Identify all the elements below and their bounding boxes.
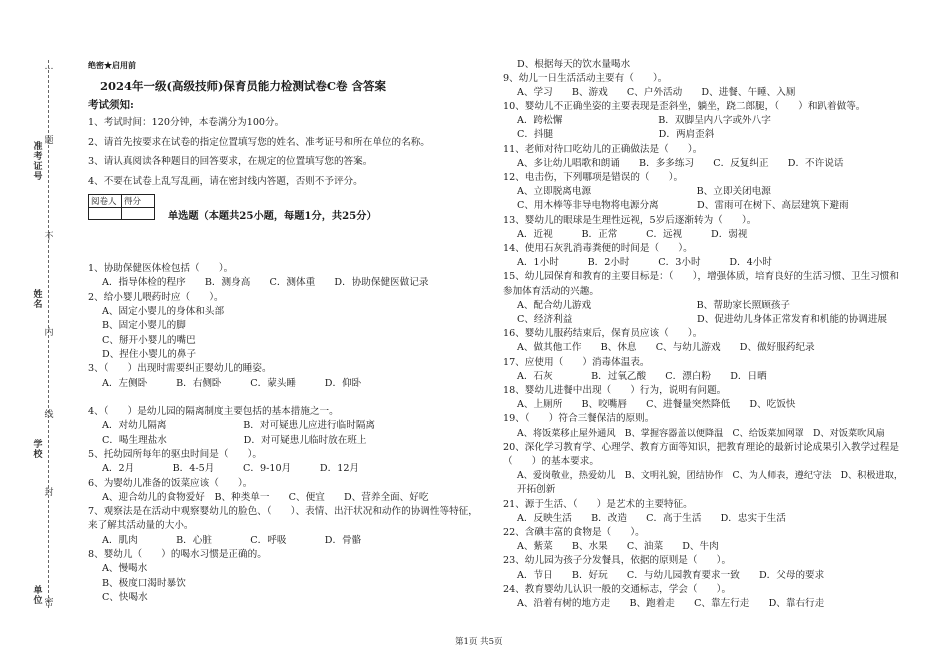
question-line: （ ）的基本要求。: [503, 456, 599, 467]
notice-item: 1、考试时间：120分钟，本卷满分为100分。: [88, 117, 285, 128]
question-line: 18、婴幼儿进餐中出现（ ）行为，说明有问题。: [503, 385, 727, 396]
question-line: 16、婴幼儿服药结束后，保育员应该（ ）。: [503, 328, 703, 339]
question-line: 15、幼儿园保育和教育的主要目标是：（ ），增强体质，培育良好的生活习惯、卫生习惯和: [503, 271, 899, 282]
question-line: 19、（ ）符合三餐保洁的原则。: [503, 413, 655, 424]
seal-mark: 封: [44, 488, 54, 498]
question-line: 4、（ ）是幼儿园的隔离制度主要包括的基本措施之一。: [88, 406, 339, 417]
option-line: C、经济利益 D、促进幼儿身体正常发育和机能的协调进展: [517, 314, 887, 325]
question-line: 11、老师对待口吃幼儿的正确做法是（ ）。: [503, 144, 703, 155]
option-line: A、固定小婴儿的身体和头部: [102, 306, 225, 317]
seal-mark: 内: [44, 328, 54, 338]
question-line: 22、含碘丰富的食物是（ ）。: [503, 527, 645, 538]
option-line: A、将饭菜移止屋外通风 B、掌握容器盖以便降温 C、给饭菜加网罩 D、对饭菜吹风扇: [517, 428, 885, 439]
question-line: 23、幼儿园为孩子分发餐具，依据的原则是（ ）。: [503, 555, 732, 566]
option-line: A、做其他工作 B、休息 C、与幼儿游戏 D、做好服药纪录: [517, 342, 815, 353]
notice-item: 4、不要在试卷上乱写乱画，请在密封线内答题，否则不予评分。: [88, 176, 363, 187]
option-line: A．2月 B．4-5月 C．9-10月 D．12月: [102, 463, 360, 474]
option-line: A、配合幼儿游戏 B、帮助家长照顾孩子: [517, 300, 791, 311]
score-table-header-score: 得分: [122, 195, 155, 208]
label-danwei: 单位: [33, 586, 43, 606]
score-table-header-grader: 阅卷人: [89, 195, 122, 208]
question-line: 来了解其活动量的大小。: [88, 520, 194, 531]
question-line: 9、幼儿一日生活活动主要有（ ）。: [503, 73, 668, 84]
question-line: 12、电击伤，下列哪项是错误的（ ）。: [503, 172, 684, 183]
option-line: A．对幼儿隔离 B．对可疑患儿应进行临时隔离: [102, 420, 376, 431]
notice-item: 2、请首先按要求在试卷的指定位置填写您的姓名、准考证号和所在单位的名称。: [88, 137, 430, 148]
question-line: 3、（ ）出现时需要纠正婴幼儿的睡姿。: [88, 363, 272, 374]
option-line: A．节日 B．好玩 C．与幼儿园教育要求一致 D．父母的要求: [517, 570, 825, 581]
label-zhunkaozheng: 准考证号: [33, 142, 43, 182]
option-line: B、固定小婴儿的脚: [102, 320, 186, 331]
question-line: 6、为婴幼儿准备的饭菜应该（ ）。: [88, 478, 253, 489]
option-line: A．指导体检的程序 B．测身高 C．测体重 D．协助保健医做记录: [102, 277, 429, 288]
option-line: C．喝生理盐水 D．对可疑患儿临时放在班上: [102, 435, 367, 446]
page-number: 第1页 共5页: [455, 637, 503, 647]
seal-mark: …: [44, 62, 54, 72]
label-xingming: 姓名: [33, 290, 43, 310]
question-line: 5、托幼园所每年的驱虫时间是（ ）。: [88, 449, 262, 460]
option-line: A、慢喝水: [102, 563, 148, 574]
option-line: C、快喝水: [102, 592, 148, 603]
seal-mark: 题: [44, 136, 54, 146]
option-line: A、紫菜 B、水果 C、油菜 D、牛肉: [517, 541, 719, 552]
option-line: B、极度口渴时暴饮: [102, 578, 186, 589]
seal-mark: 密: [44, 598, 54, 608]
question-line: 10、婴幼儿不正确坐姿的主要表现是歪斜坐，躺坐，跷二郎腿，（ ）和趴着做等。: [503, 101, 866, 112]
question-line: 14、使用石灰乳消毒粪便的时间是（ ）。: [503, 243, 693, 254]
option-line: A、沿着有树的地方走 B、跑着走 C、靠左行走 D、靠右行走: [517, 598, 825, 609]
notice-heading: 考试须知:: [88, 99, 134, 111]
option-line: A、爱岗敬业，热爱幼儿 B、文明礼貌，团结协作 C、为人师表，遵纪守法 D、积极进取，: [517, 470, 904, 481]
question-line: 7、观察法是在活动中观察婴幼儿的脸色、（ ）、表情、出汗状况和动作的协调性等特征，: [88, 506, 478, 517]
option-line: A．石灰 B．过氧乙酸 C．漂白粉 D．日晒: [517, 371, 767, 382]
option-line: 开拓创新: [517, 484, 556, 495]
question-line: 8、婴幼儿（ ）的喝水习惯是正确的。: [88, 549, 267, 560]
option-line: A、迎合幼儿的食物爱好 B、种类单一 C、便宜 D、营养全面、好吃: [102, 492, 429, 503]
option-line: A．反映生活 B．改造 C．高于生活 D．忠实于生活: [517, 513, 786, 524]
notice-item: 3、请认真阅读各种题目的回答要求，在规定的位置填写您的答案。: [88, 156, 373, 167]
score-table-cell-grader[interactable]: [89, 208, 122, 220]
question-line: 参加体育活动的兴趣。: [503, 286, 599, 297]
secret-label: 绝密★启用前: [88, 60, 136, 70]
option-line: D、根据每天的饮水量喝水: [517, 59, 631, 70]
question-line: 21、源于生活、（ ）是艺术的主要特征。: [503, 499, 693, 510]
option-line: A．近视 B．正常 C．远视 D．弱视: [517, 229, 748, 240]
question-line: 2、给小婴儿喂药时应（ ）。: [88, 292, 224, 303]
seal-mark: 不: [44, 232, 54, 242]
section-title: 单选题（本题共25小题，每题1分，共25分）: [168, 210, 377, 222]
seal-mark: 线: [44, 410, 54, 420]
option-line: A、立即脱离电源 B、立即关闭电源: [517, 186, 771, 197]
option-line: C、掰开小婴儿的嘴巴: [102, 335, 196, 346]
label-xuexiao: 学校: [33, 440, 43, 460]
page-title: 2024年一级(高级技师)保育员能力检测试卷C卷 含答案: [100, 79, 387, 93]
option-line: A、上厕所 B、咬嘴唇 C、进餐量突然降低 D、吃饭快: [517, 399, 796, 410]
option-line: C、用木棒等非导电物将电源分离 D、雷雨可在树下、高层建筑下避雨: [517, 200, 849, 211]
question-line: 24、教育婴幼儿认识一般的交通标志，学会（ ）。: [503, 584, 732, 595]
option-line: C．抖腿 D．两肩歪斜: [517, 129, 715, 140]
option-line: D、捏住小婴儿的鼻子: [102, 349, 197, 360]
question-line: 13、婴幼儿的眼球是生理性远视，5岁后逐渐转为（ ）。: [503, 215, 757, 226]
option-line: A．肌肉 B．心脏 C．呼吸 D．骨骼: [102, 535, 362, 546]
option-line: A．跨松懈 B．双脚呈内八字或外八字: [517, 115, 771, 126]
option-line: A、多让幼儿唱歌和朗诵 B．多多练习 C．反复纠正 D．不许说话: [517, 158, 844, 169]
option-line: A．左侧卧 B．右侧卧 C．蒙头睡 D．仰卧: [102, 378, 362, 389]
question-line: 17、应使用（ ）消毒体温表。: [503, 357, 650, 368]
question-line: 20、深化学习教育学、心理学、教育方面等知识，把教育理论的最新讨论成果引入教学过程是: [503, 442, 899, 453]
score-table: [88, 194, 155, 220]
option-line: A、学习 B、游戏 C、户外活动 D、进餐、午睡、入厕: [517, 87, 796, 98]
option-line: A．1小时 B．2小时 C．3小时 D．4小时: [517, 257, 772, 268]
score-table-cell-score[interactable]: [122, 208, 155, 220]
question-line: 1、协助保健医体检包括（ ）。: [88, 263, 234, 274]
